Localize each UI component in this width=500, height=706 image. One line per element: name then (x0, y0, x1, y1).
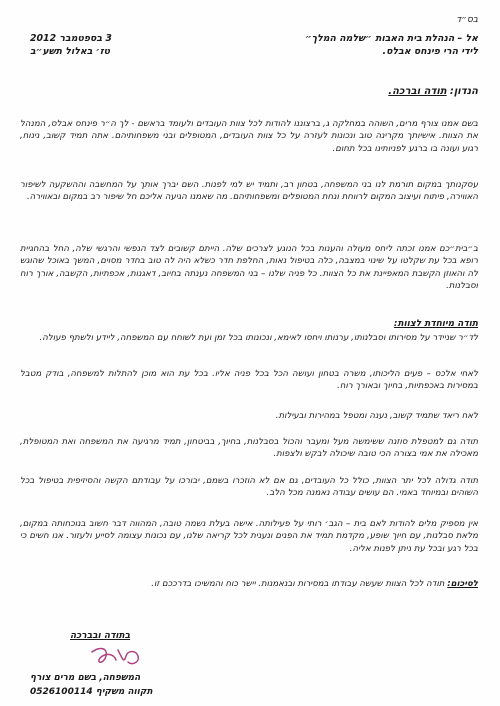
paragraph-2: עסקנותך במקום תורמת לנו בני המשפחה, בטחון רב, ותמיד יש למי לפנות. השם יברך אותך על המחשבה וההשקעה לשיפור האווירה, פיתוח ועיצוב המקום לרווחת ונחת המטופלים ומשפחותיהם. מה שאמנו הגיעה אליכם חל שיפור רב במקום ובאווירה. (20, 180, 478, 203)
summary-paragraph (20, 578, 478, 590)
handwritten-signature (88, 644, 148, 670)
subject-label: הנדון: (449, 86, 478, 97)
summary-label: לסיכום: (447, 579, 478, 589)
recipient-line-2: לידי הרי פינחס אבלס. (382, 46, 478, 57)
sender-phone-line: תקווה משקיף 0526100114 (30, 687, 153, 697)
date-hebrew: טז׳ באלול תשע״ב (30, 46, 110, 57)
subject-text: תודה וברכה. (388, 86, 447, 97)
sender-name-line: המשפחה, בשם מרים צורף (30, 673, 141, 683)
closing-line: בתודה ובברכה (70, 631, 131, 641)
paragraph-8: תודה גדולה לכל יתר הצוות, כולל כל העובדים, גם אם לא הוזכרו בשמם, יבורכו על עבודתם הקשה והסיזיפית בטיפול בכל השוהים ובמיוחד באמי. הם עושים עבודה נאמנה מכל הלב. (20, 476, 478, 499)
date-gregorian: 3 בספטמבר 2012 (30, 33, 112, 44)
paragraph-4: לד״ר שניידר על מסירותו וסבלנותו, ערנותו ויחסו לאימא, ונכונותו בכל זמן ועת לשוחח עם המשפחה, ליידע ולשתף פעולה. (39, 333, 478, 343)
paragraph-3: ב״בית״כם אמנו זכתה ליחס מעולה והענות בכל הנוגע לצרכים שלה. הייתם קשובים לצד הנפשי והרגשי שלה, החל בהחגיית רופא בכל עת שקלטו על שינוי במצבה, כלה בטיפול נאות, החלפת חדר כשלא היה לה טוב בחדר מסוים, המשך באוכל שהוגש לה והאוזן הקשבת המאפיינת את כל הצוות. כל פניה שלנו – בני המשפחה נענתה בחיוב, דאגנות, אכפתיות, הקשבה, אורך רוח וסבלנות. (20, 244, 478, 292)
paragraph-6: לאח ריאד שתמיד קשוב, נענה ומטפל במהירות ובעילות. (275, 411, 478, 421)
summary-text: תודה לכל הצוות שעשה עבודתו במסירות ובנאמנות. יישר כוח והמשיכו בדרככם זו. (151, 579, 445, 589)
paragraph-7: תודה גם למטפלת סוזנה ששימשה מעל ומעבר והכול בסבלנות, בחיוך, בביטחון, תמיד מרגיעה את המשפחה ואת המטופלת, מאכילה את אמי בצורה הכי טובה שיכולה לבקש ולצפות. (20, 437, 478, 460)
paragraph-5: לאחי אלכס – פעים הליכותו, משרה בטחון ועושה הכל בכל פניה אליו. בכל עת הוא מוכן להתלות למשפחה, בודק מטבל במסירות באכפתיות, בחיוך ובאורך רוח. (20, 369, 478, 392)
paragraph-9: אין מספיק מלים להודות לאם בית – הגב׳ רותי על פעילותה. אישה בעלת נשמה טובה, המהווה דבר חשוב בנוכחותה במקום, מלאת סבלנות, עם חיוך שופע, מקדמת תמיד את הפנים ונענית לכל קריאה שלנו, עם נכונות עצומה לסייע ולעזור. אנו חשים כי בכל רגע ובכל עת ניתן לפנות אליה. (20, 519, 478, 554)
paragraph-1: בשם אמנו צורף מרים, השוהה במחלקה ג, ברצוננו להודות לכל צוות העובדים ולעומד בראשם - לך ה״ר פינחס אבלס, המנהל את הצוות. אישיותך מקרינה טוב ונכונות לעזרה על כל צוות העובדים, המטופלים ובני משפחותיהם. אתה תמיד קשוב, נינוח, רגוע ועונה בו ברגע לפניותינו בכל תחום. (20, 119, 478, 154)
recipient-line-1: אל – הנהלת בית האבות ״שלמה המלך״ (305, 33, 478, 44)
bsd-mark: בס״ד (456, 15, 478, 25)
subject-line (388, 86, 478, 98)
special-thanks-title: תודה מיוחדת לצוות: (393, 319, 478, 329)
